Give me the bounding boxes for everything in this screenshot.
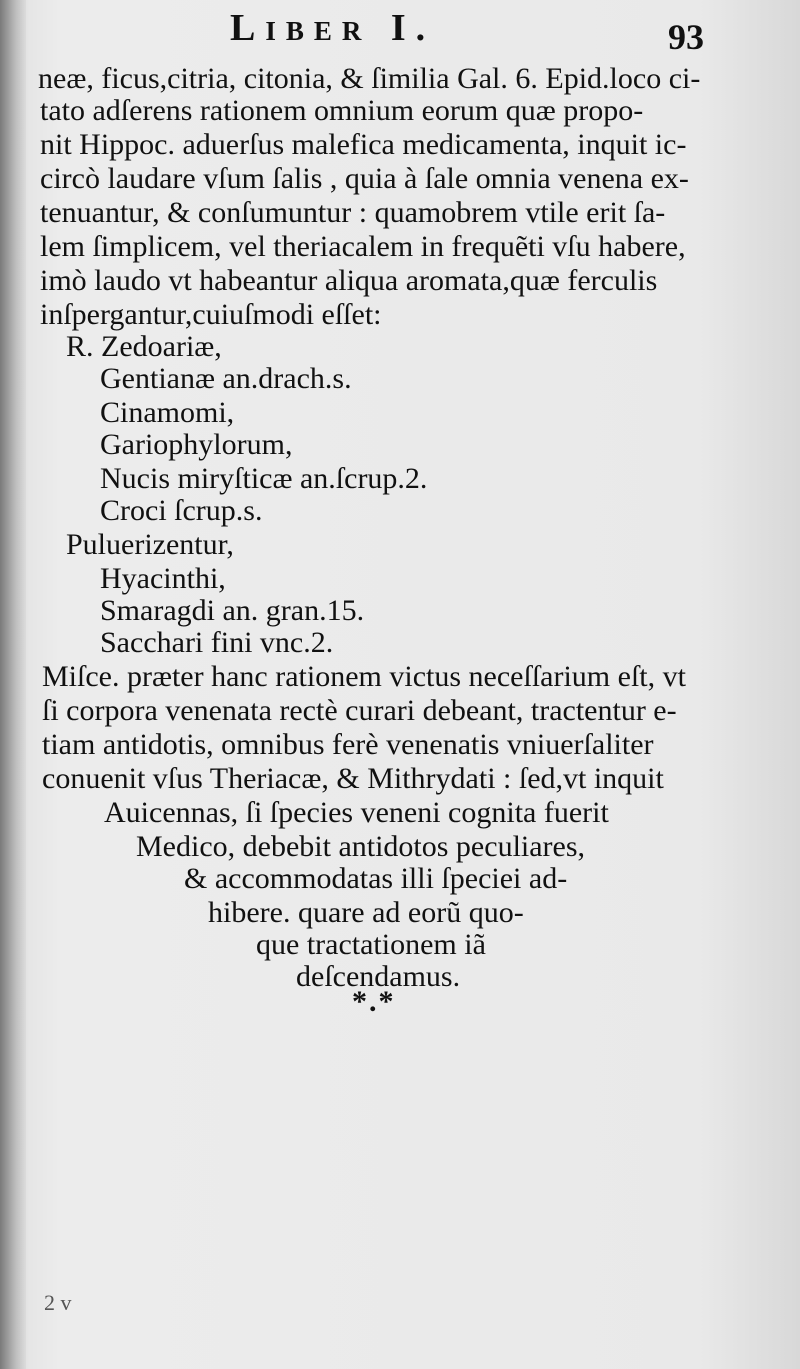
text-line: imò laudo vt habeantur aliqua aromata,quæ ferculis: [40, 264, 658, 297]
recipe-item: R. Zedoariæ,: [66, 330, 222, 363]
page-number: 93: [668, 17, 704, 57]
text-line: ſi corpora venenata rectè curari debeant, tractentur e-: [42, 694, 677, 727]
text-line: conuenit vſus Theriacæ, & Mithrydati : ſed,vt inquit: [42, 762, 664, 795]
text-line: tenuantur, & conſumuntur : quamobrem vtile erit ſa-: [40, 196, 666, 229]
recipe-item: Nucis miryſticæ an.ſcrup.2.: [100, 462, 428, 495]
text-line: inſpergantur,cuiuſmodi eſſet:: [40, 298, 382, 331]
text-line: circò laudare vſum ſalis , quia à ſale omnia venena ex-: [40, 162, 689, 195]
recipe-item: Croci ſcrup.s.: [100, 494, 263, 527]
text-line: Miſce. præter hanc rationem victus neceſſarium eſt, vt: [42, 660, 686, 693]
recipe-item: Cinamomi,: [100, 396, 235, 429]
text-line: nit Hippoc. aduerſus malefica medicamenta, inquit ic-: [40, 128, 687, 161]
text-line: Auicennas, ſi ſpecies veneni cognita fuerit: [104, 796, 609, 829]
text-line: deſcendamus.: [296, 960, 461, 993]
text-line: & accommodatas illi ſpeciei ad-: [184, 862, 568, 895]
text-line: tato adſerens rationem omnium eorum quæ propo-: [40, 94, 644, 127]
text-line: neæ, ficus,citria, citonia, & ſimilia Gal. 6. Epid.loco ci-: [38, 62, 701, 95]
recipe-item: Gariophylorum,: [100, 428, 293, 461]
page-gutter-shadow: [0, 0, 26, 1369]
signature-mark: 2 v: [44, 1290, 72, 1315]
text-line: tiam antidotis, omnibus ferè venenatis vniuerſaliter: [42, 728, 654, 761]
recipe-item: Sacchari fini vnc.2.: [100, 626, 334, 659]
recipe-item: Hyacinthi,: [100, 562, 226, 595]
text-line: Medico, debebit antidotos peculiares,: [136, 830, 586, 863]
text-line: hibere. quare ad eorũ quo-: [208, 896, 524, 929]
text-line: lem ſimplicem, vel theriacalem in frequẽti vſu habere,: [40, 230, 686, 263]
running-title: Liber I.: [230, 7, 436, 49]
closing-ornament: *.*: [352, 985, 396, 1018]
recipe-item: Puluerizentur,: [66, 528, 234, 561]
text-line: que tractationem iã: [256, 928, 486, 961]
recipe-item: Smaragdi an. gran.15.: [100, 594, 365, 627]
recipe-item: Gentianæ an.drach.s.: [100, 362, 352, 395]
